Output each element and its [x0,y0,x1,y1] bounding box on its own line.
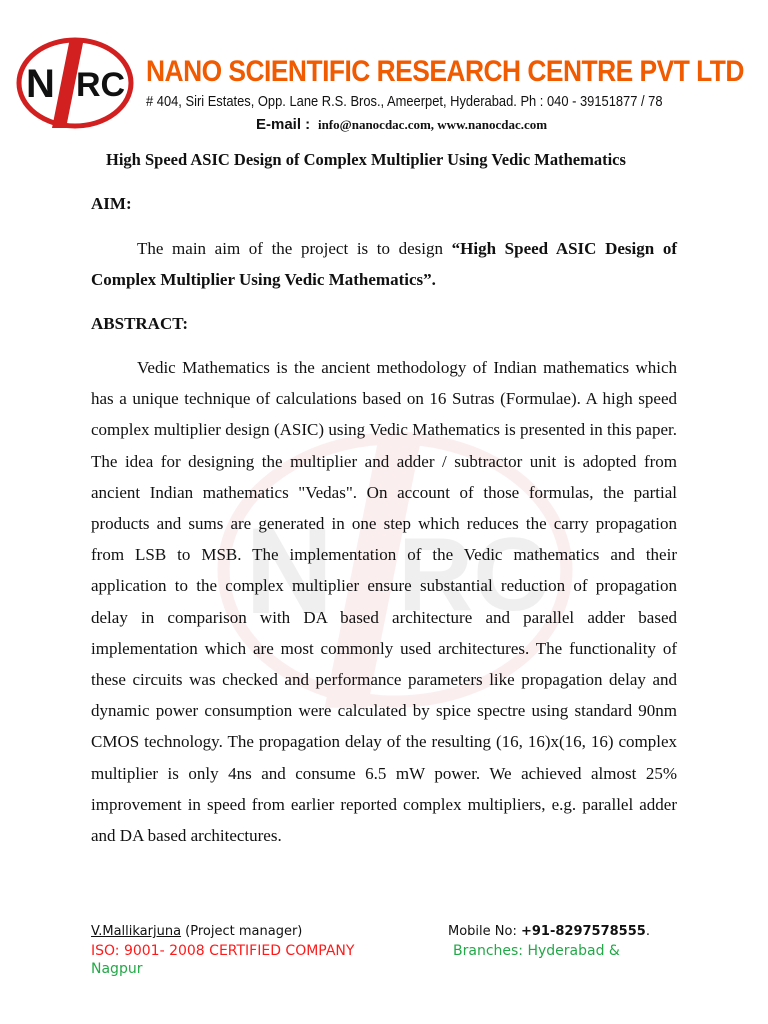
manager-name: V.Mallikarjuna [91,924,182,939]
abstract-paragraph: Vedic Mathematics is the ancient methodology of Indian mathematics which has a unique technique of calculations based on 16 Sutras (Formulae). A high speed complex multiplier design (ASIC) using Vedic Mathematics is presented in this paper. The idea for designing the multiplier and adder / subtractor unit is adopted from ancient Indian mathematics "Vedas". On account of those formulas, the partial products and sums are generated in one step which reduces the carry propagation from LSB to MSB. The implementation of the Vedic mathematics and their application to the complex multiplier ensure substantial reduction of propagation delay in comparison with DA based architecture and parallel adder based implementation which are most commonly used architectures. The functionality of these circuits was checked and performance parameters like propagation delay and dynamic power consumption were calculated by spice spectre using standard 90nm CMOS technology. The propagation delay of the resulting (16, 16)x(16, 16) complex multiplier is only 4ns and consume 6.5 mW power. We achieved almost 25% improvement in speed from earlier reported complex multipliers, e.g. parallel adder and DA based architectures. [91,358,677,846]
company-address: # 404, Siri Estates, Opp. Lane R.S. Bros., Ameerpet, Hyderabad. Ph : 040 - 39151877 / 78 [146,94,663,110]
mobile-label: Mobile No: [448,924,521,939]
logo-letters-rc: RC [76,66,126,104]
nsrc-logo [12,34,138,132]
branches-text: Branches: Hyderabad & [453,943,620,959]
aim-paragraph [91,233,677,295]
abstract-heading: ABSTRACT: [91,314,188,333]
document-title: High Speed ASIC Design of Complex Multiplier Using Vedic Mathematics [106,150,626,169]
email-line [256,116,547,133]
project-manager [91,924,302,939]
mobile-contact [448,924,650,939]
aim-text-bold: “High Speed ASIC Design of Complex Multiplier Using Vedic Mathematics”. [91,239,677,290]
mobile-number: +91-8297578555 [520,924,646,939]
aim-heading: AIM: [91,194,132,213]
aim-text-lead: The main aim of the project is to design [137,239,452,258]
branches-continuation: Nagpur [91,961,143,977]
svg-text:RC: RC [398,516,549,633]
manager-role: (Project manager) [181,924,303,939]
iso-certification: ISO: 9001- 2008 CERTIFIED COMPANY [91,943,355,959]
letterhead [0,0,768,140]
logo-letter-n: N [26,62,55,106]
email-label: E-mail : [256,116,311,133]
email-value: info@nanocdac.com, www.nanocdac.com [317,117,548,132]
mobile-suffix: . [645,924,650,939]
company-name: NANO SCIENTIFIC RESEARCH CENTRE PVT LTD [146,55,744,88]
svg-text:N: N [245,501,334,639]
